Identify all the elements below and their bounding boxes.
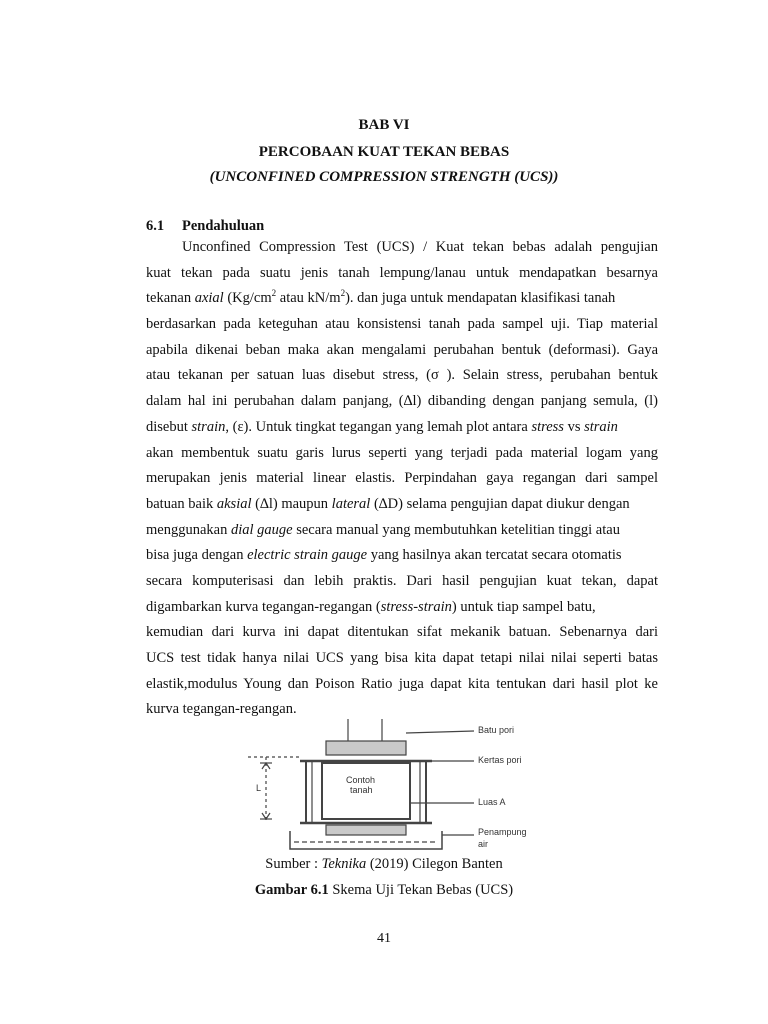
ucs-schematic-drawing bbox=[246, 717, 576, 869]
ucs-schematic-figure bbox=[246, 717, 576, 869]
paragraph-line: apabila dikenai beban maka akan mengalami perubahan bentuk (deformasi). Gaya bbox=[146, 341, 658, 358]
paragraph-line: bisa juga dengan electric strain gauge yang hasilnya akan tercatat secara otomatis bbox=[146, 547, 622, 564]
figure-label-batu-pori: Batu pori bbox=[478, 725, 515, 735]
paragraph-line: akan membentuk suatu garis lurus seperti yang terjadi pada material logam yang bbox=[146, 444, 658, 461]
chapter-title: PERCOBAAN KUAT TEKAN BEBAS bbox=[258, 144, 510, 160]
figure-caption: Gambar 6.1 Skema Uji Tekan Bebas (UCS) bbox=[254, 882, 514, 898]
paragraph-line: elastik,modulus Young dan Poison Ratio juga dapat kita tentukan dari hasil plot ke bbox=[146, 675, 658, 692]
figure-label-length: L bbox=[256, 783, 262, 793]
paragraph-line: UCS test tidak hanya nilai UCS yang bisa kita dapat tetapi nilai nilai seperti batas bbox=[146, 650, 658, 666]
paragraph-line: atau tekanan per satuan luas disebut stress, (σ ). Selain stress, perubahan bentuk bbox=[146, 367, 658, 384]
section-number: 6.1 bbox=[146, 218, 165, 234]
section-title: Pendahuluan bbox=[182, 218, 265, 234]
figure-label-air: air bbox=[478, 839, 489, 849]
figure-label-kertas-pori: Kertas pori bbox=[478, 755, 522, 765]
paragraph-line: tekanan axial ($Kg/cm^2$ atau $kN/m^2$). dan juga untuk mendapatan klasifikasi tanah bbox=[146, 288, 616, 307]
figure-source: Sumber : Teknika (2019) Cilegon Banten bbox=[265, 856, 503, 872]
paragraph-line: dalam hal ini perubahan dalam panjang, (∆l) dibanding dengan panjang semula, (l) bbox=[146, 393, 658, 410]
figure-label-tanah: tanah bbox=[350, 785, 373, 795]
paragraph-line: berdasarkan pada keteguhan atau konsistensi tanah pada sampel uji. Tiap material bbox=[146, 316, 658, 333]
paragraph-line: digambarkan kurva tegangan-regangan (stress-strain) untuk tiap sampel batu, bbox=[146, 598, 596, 615]
paragraph-line: menggunakan dial gauge secara manual yang membutuhkan ketelitian tinggi atau bbox=[146, 521, 620, 538]
paragraph-line: Unconfined Compression Test (UCS) / Kuat tekan bebas adalah pengujian bbox=[182, 239, 658, 255]
paragraph-line: merupakan jenis material linear elastis. Perpindahan gaya regangan dari sampel bbox=[146, 470, 658, 487]
paragraph-line: secara komputerisasi dan lebih praktis. Dari hasil pengujian kuat tekan, dapat bbox=[146, 572, 658, 589]
paragraph-line: kemudian dari kurva ini dapat ditentukan sifat mekanik batuan. Sebenarnya dari bbox=[146, 624, 658, 641]
chapter-subtitle: (UNCONFINED COMPRESSION STRENGTH (UCS)) bbox=[209, 169, 559, 185]
paragraph-line: kurva tegangan-regangan. bbox=[146, 701, 297, 718]
paragraph-line: disebut strain, (ε). Untuk tingkat tegangan yang lemah plot antara stress vs strain bbox=[146, 418, 618, 435]
figure-label-luas: Luas A bbox=[478, 797, 506, 807]
section-heading bbox=[146, 218, 264, 235]
chapter-label: BAB VI bbox=[358, 117, 410, 133]
figure-label-penampung: Penampung bbox=[478, 827, 527, 837]
body-paragraph bbox=[146, 235, 658, 723]
page-number: 41 bbox=[377, 931, 391, 946]
paragraph-line: kuat tekan pada suatu jenis tanah lempung/lanau untuk mendapatkan besarnya bbox=[146, 264, 658, 281]
paragraph-line: batuan baik aksial (∆l) maupun lateral (∆D) selama pengujian dapat diukur dengan bbox=[146, 495, 630, 512]
figure-label-contoh: Contoh bbox=[346, 775, 376, 785]
